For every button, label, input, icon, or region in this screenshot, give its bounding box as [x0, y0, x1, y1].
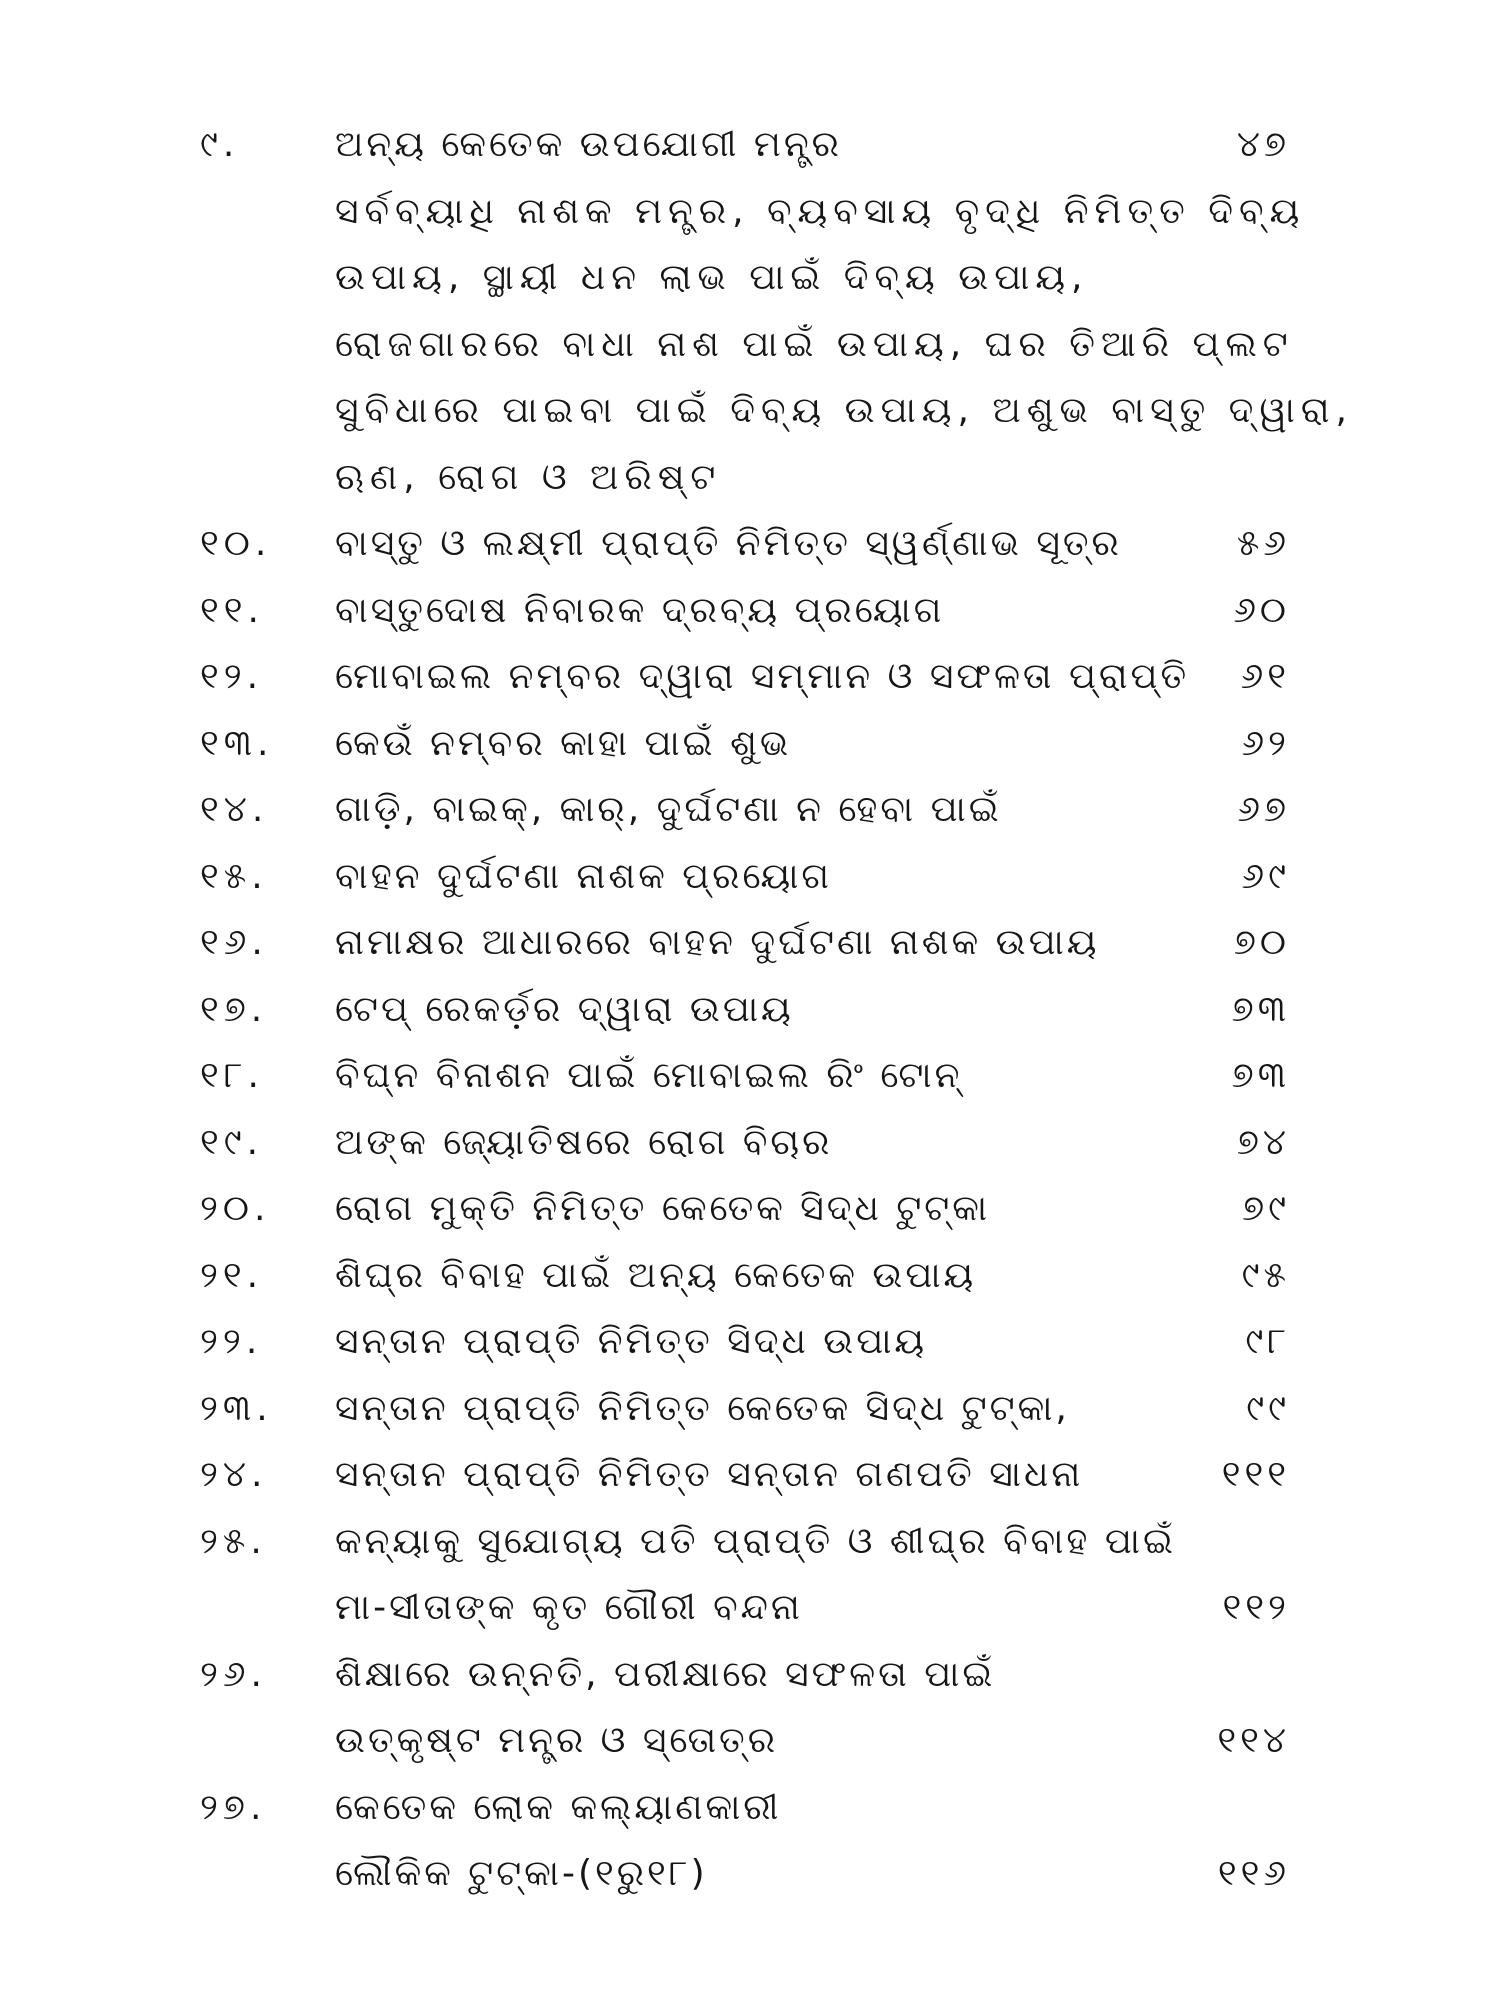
- toc-entry-25: [0, 1512, 1500, 1645]
- toc-entry-line: [0, 1512, 1500, 1579]
- toc-entry-15: [0, 847, 1500, 914]
- entry-number: ୧୦.: [200, 523, 272, 564]
- entry-number: ୨୭.: [200, 1786, 267, 1828]
- toc-entry-line: [0, 514, 1500, 581]
- toc-entry-line-continued: [0, 1844, 1500, 1911]
- entry-title: ସନ୍ତାନ ପ୍ରାପ୍ତି ନିମିତ୍ତ ସିଦ୍ଧ ଉପାୟ: [335, 1321, 928, 1362]
- entry-title: ଶିକ୍ଷାରେ ଉନ୍ନତି, ପରୀକ୍ଷାରେ ସଫଳତା ପାଇଁ: [335, 1653, 996, 1695]
- entry-title-continued: ଉତ୍କୃଷ୍ଟ ମନ୍ତ୍ର ଓ ସ୍ତୋତ୍ର: [335, 1720, 779, 1761]
- toc-entry-line: [0, 1113, 1500, 1180]
- toc-entry-27: [0, 1778, 1500, 1911]
- toc-entry-line: [0, 980, 1500, 1047]
- toc-entry-line: [0, 1046, 1500, 1113]
- toc-entry-20: [0, 1179, 1500, 1246]
- entry-number: ୨୩.: [200, 1387, 273, 1429]
- entry-number: ୧୮.: [200, 1055, 264, 1096]
- entry-number: ୯.: [200, 124, 240, 165]
- toc-entry-11: [0, 581, 1500, 648]
- toc-entry-18: [0, 1046, 1500, 1113]
- toc-entry-line: [0, 1379, 1500, 1446]
- toc-entry-22: [0, 1312, 1500, 1379]
- entry-page-number: ୭୦: [1233, 922, 1290, 963]
- entry-title: ବାସ୍ତୁଦୋଷ ନିବାରକ ଦ୍ରବ୍ୟ ପ୍ରୟୋଗ: [335, 589, 945, 631]
- entry-title: କନ୍ୟାକୁ ସୁଯୋଗ୍ୟ ପତି ପ୍ରାପ୍ତି ଓ ଶୀଘ୍ର ବିବାହ ପାଇଁ: [335, 1520, 1176, 1562]
- toc-entry-12: [0, 647, 1500, 714]
- toc-entry-line: [0, 1645, 1500, 1712]
- entry-title: ଅଙ୍କ ଜ୍ୟୋତିଷରେ ରୋଗ ବିଚାର: [335, 1121, 833, 1163]
- entry-page-number: ୭୩: [1231, 1055, 1290, 1096]
- entry-number: ୨୧.: [200, 1254, 264, 1296]
- toc-entry-line: [0, 1246, 1500, 1313]
- entry-number: ୧୯.: [200, 1121, 264, 1163]
- description-text: ଋଣ, ରୋଗ ଓ ଅରିଷ୍ଟ: [335, 456, 722, 498]
- entry-title: ଶିଘ୍ର ବିବାହ ପାଇଁ ଅନ୍ୟ କେତେକ ଉପାୟ: [335, 1254, 977, 1296]
- toc-entry-19: [0, 1113, 1500, 1180]
- entry-page-number: ୯୫: [1241, 1254, 1290, 1296]
- entry-title: ନାମାକ୍ଷର ଆଧାରରେ ବାହନ ଦୁର୍ଘଟଣା ନାଶକ ଉପାୟ: [335, 922, 1100, 963]
- description-line: [0, 448, 1500, 515]
- entry-description: [0, 182, 1500, 515]
- description-text: ଉପାୟ, ସ୍ଥାୟୀ ଧନ ଲାଭ ପାଇଁ ଦିବ୍ୟ ଉପାୟ,: [335, 257, 1089, 298]
- entry-page-number: ୪୭: [1236, 124, 1290, 165]
- entry-page-number: ୧୧୪: [1217, 1720, 1290, 1761]
- entry-page-number: ୬୦: [1233, 589, 1290, 631]
- description-line: [0, 315, 1500, 382]
- toc-entry-line: [0, 115, 1500, 182]
- entry-title: କେଉଁ ନମ୍ବର କାହା ପାଇଁ ଶୁଭ: [335, 722, 792, 764]
- entry-page-number: ୯୮: [1245, 1321, 1290, 1362]
- toc-entry-24: [0, 1445, 1500, 1512]
- toc-entry-21: [0, 1246, 1500, 1313]
- toc-entry-23: [0, 1379, 1500, 1446]
- entry-page-number: ୭୪: [1236, 1121, 1290, 1163]
- toc-entry-line-continued: [0, 1578, 1500, 1645]
- entry-number: ୧୩.: [200, 722, 274, 764]
- entry-page-number: ୯୯: [1246, 1387, 1290, 1429]
- description-text: ସୁବିଧାରେ ପାଇବା ପାଇଁ ଦିବ୍ୟ ଉପାୟ, ଅଶୁଭ ବାସ୍ତୁ ଦ୍ୱାରା,: [335, 390, 1353, 431]
- entry-page-number: ୬୨: [1241, 722, 1290, 764]
- entry-page-number: ୧୧୨: [1222, 1587, 1290, 1628]
- toc-entry-line: [0, 1312, 1500, 1379]
- entry-number: ୧୧.: [200, 589, 264, 631]
- description-line: [0, 381, 1500, 448]
- entry-number: ୧୫.: [200, 855, 268, 897]
- entry-number: ୨୫.: [200, 1520, 267, 1562]
- entry-page-number: ୫୬: [1236, 523, 1290, 564]
- toc-entry-10: [0, 514, 1500, 581]
- toc-entry-16: [0, 913, 1500, 980]
- description-line: [0, 182, 1500, 249]
- entry-page-number: ୧୧୬: [1217, 1853, 1290, 1894]
- toc-entry-line-continued: [0, 1711, 1500, 1778]
- entry-title: ବାହନ ଦୁର୍ଘଟଣା ନାଶକ ପ୍ରୟୋଗ: [335, 855, 833, 897]
- toc-entry-line: [0, 647, 1500, 714]
- toc-entry-9: [0, 115, 1500, 514]
- entry-title: ସନ୍ତାନ ପ୍ରାପ୍ତି ନିମିତ୍ତ ସନ୍ତାନ ଗଣପତି ସାଧନା: [335, 1454, 1084, 1495]
- table-of-contents: [0, 115, 1500, 1911]
- entry-page-number: ୬୯: [1241, 855, 1290, 897]
- toc-entry-17: [0, 980, 1500, 1047]
- entry-title: ଗାଡ଼ି, ବାଇକ୍, କାର୍, ଦୁର୍ଘଟଣା ନ ହେବା ପାଇଁ: [335, 789, 1002, 830]
- entry-number: ୧୪.: [200, 789, 269, 830]
- entry-page-number: ୬୭: [1237, 789, 1290, 830]
- entry-title: ଅନ୍ୟ କେତେକ ଉପଯୋଗୀ ମନ୍ତ୍ର: [335, 124, 842, 165]
- entry-number: ୧୭.: [200, 988, 268, 1030]
- entry-title: ସନ୍ତାନ ପ୍ରାପ୍ତି ନିମିତ୍ତ କେତେକ ସିଦ୍ଧ ଟୁଟ୍‌କା,: [335, 1387, 1070, 1429]
- toc-entry-26: [0, 1645, 1500, 1778]
- toc-entry-line: [0, 1179, 1500, 1246]
- entry-number: ୧୬.: [200, 922, 268, 963]
- entry-number: ୧୨.: [200, 656, 264, 697]
- entry-title: ମୋବାଇଲ ନମ୍ବର ଦ୍ୱାରା ସମ୍ମାନ ଓ ସଫଳତା ପ୍ରାପ୍ତି: [335, 656, 1190, 697]
- entry-number: ୨୪.: [200, 1454, 268, 1495]
- toc-entry-line: [0, 1778, 1500, 1845]
- entry-page-number: ୬୧: [1240, 656, 1290, 697]
- description-text: ରୋଜଗାରରେ ବାଧା ନାଶ ପାଇଁ ଉପାୟ, ଘର ତିଆରି ପ୍ଲଟ: [335, 323, 1294, 365]
- toc-entry-line: [0, 714, 1500, 781]
- entry-title: ରୋଗ ମୁକ୍ତି ନିମିତ୍ତ କେତେକ ସିଦ୍ଧ ଟୁଟ୍‌କା: [335, 1188, 991, 1229]
- toc-entry-line: [0, 847, 1500, 914]
- entry-title: ବିଘ୍ନ ବିନାଶନ ପାଇଁ ମୋବାଇଲ ରିଂ ଟୋନ୍: [335, 1055, 963, 1096]
- entry-number: ୨୬.: [200, 1653, 267, 1695]
- entry-title-continued: ମା-ସୀତାଙ୍କ କୃତ ଗୌରୀ ବନ୍ଦନା: [335, 1587, 803, 1628]
- entry-title-continued: ଲୌକିକ ଟୁଟ୍‌କା-(୧ରୁ୧୮): [335, 1853, 708, 1894]
- entry-page-number: ୧୧୧: [1221, 1454, 1290, 1495]
- entry-page-number: ୭୩: [1231, 988, 1290, 1030]
- toc-entry-line: [0, 913, 1500, 980]
- description-line: [0, 248, 1500, 315]
- toc-entry-line: [0, 780, 1500, 847]
- description-text: ସର୍ବବ୍ୟାଧି ନାଶକ ମନ୍ତ୍ର, ବ୍ୟବସାୟ ବୃଦ୍ଧି ନିମିତ୍ତ ଦିବ୍ୟ: [335, 190, 1306, 232]
- toc-entry-14: [0, 780, 1500, 847]
- entry-number: ୨୨.: [200, 1321, 263, 1362]
- entry-title: ବାସ୍ତୁ ଓ ଲକ୍ଷ୍ମୀ ପ୍ରାପ୍ତି ନିମିତ୍ତ ସ୍ୱର୍ଣ୍ଣାଭ ସୂତ୍ର: [335, 523, 1122, 564]
- entry-title: ଟେପ୍ ରେକର୍ଡ଼ର ଦ୍ୱାରା ଉପାୟ: [335, 988, 794, 1030]
- toc-entry-line: [0, 1445, 1500, 1512]
- entry-number: ୨୦.: [200, 1188, 271, 1229]
- toc-entry-13: [0, 714, 1500, 781]
- toc-entry-line: [0, 581, 1500, 648]
- entry-title: କେତେକ ଲୋକ କଲ୍ୟାଣକାରୀ: [335, 1786, 782, 1828]
- entry-page-number: ୭୯: [1242, 1188, 1290, 1229]
